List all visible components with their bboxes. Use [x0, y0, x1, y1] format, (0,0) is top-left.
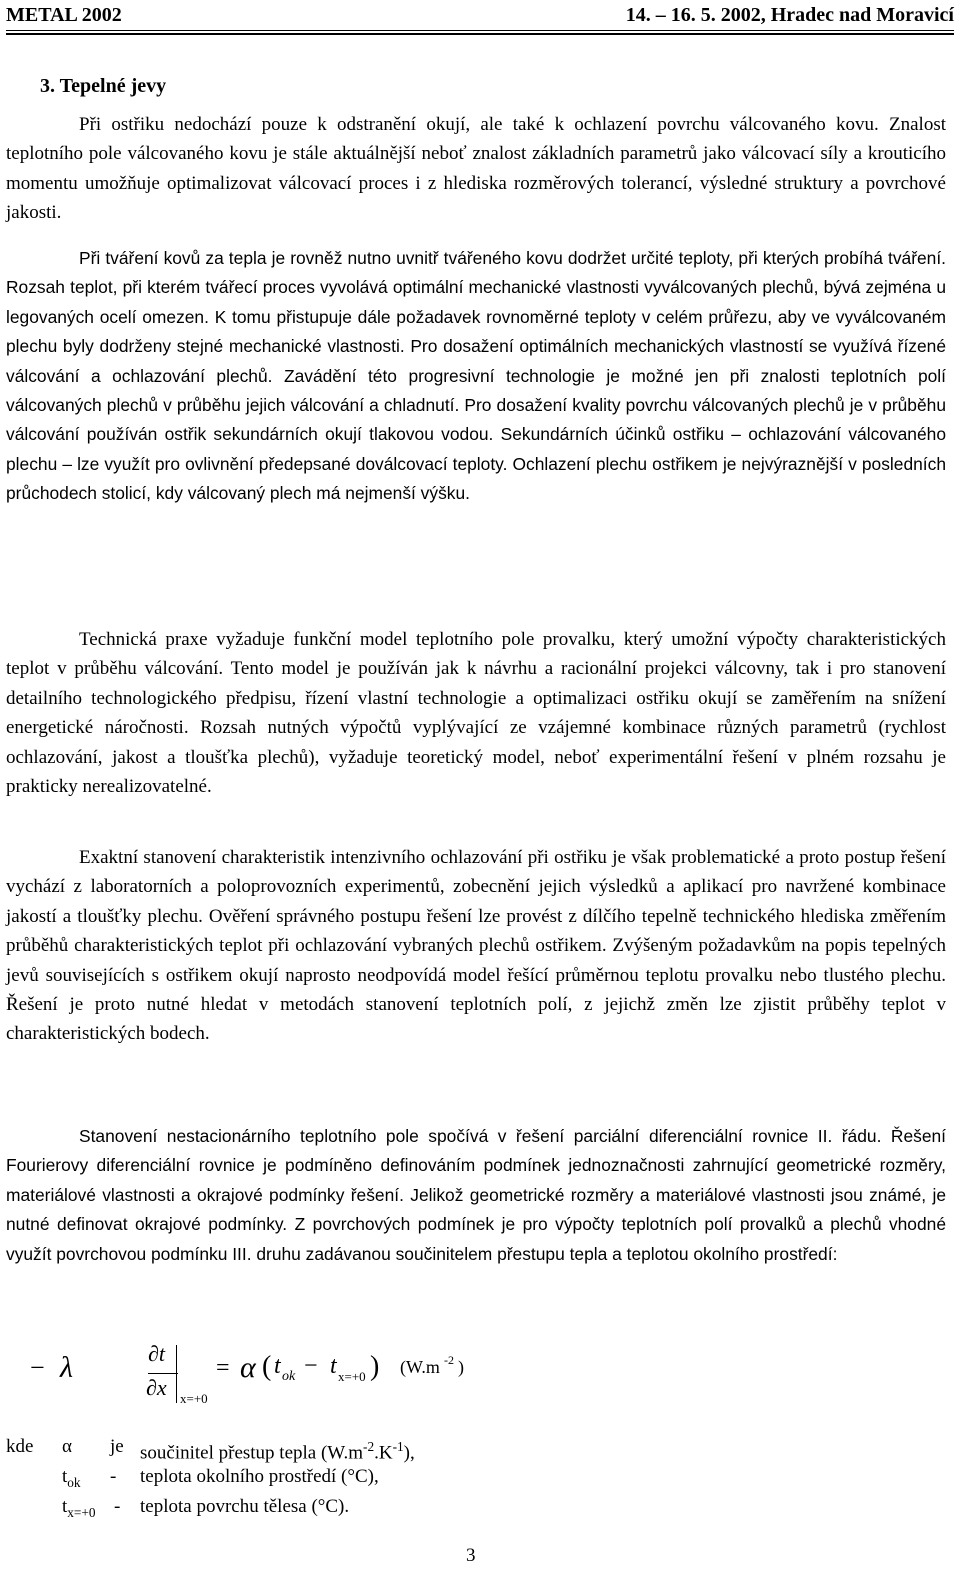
eq-unit-exp: -2: [444, 1353, 454, 1367]
paragraph-2: [6, 244, 946, 509]
def-sep: -: [114, 1496, 121, 1517]
running-header: [6, 2, 954, 28]
def-desc: teplota okolního prostředí (°C),: [140, 1466, 379, 1487]
paragraph-4: [6, 843, 946, 1049]
def-mid: .K: [374, 1442, 393, 1464]
eq-numerator: ∂t: [148, 1341, 165, 1366]
def-sup: -2: [363, 1439, 375, 1454]
eq-t-ok: t: [274, 1353, 281, 1379]
paragraph-5: [6, 1122, 946, 1269]
def-symbol-t: t: [62, 1496, 68, 1517]
def-desc: teplota povrchu tělesa (°C).: [140, 1496, 350, 1517]
def-sep: je: [110, 1436, 124, 1457]
eq-unit-close: ): [458, 1357, 464, 1377]
header-conference: METAL 2002: [6, 4, 122, 26]
eq-eval-point: x=+0: [180, 1391, 208, 1406]
eq-sub-surface: x=+0: [338, 1369, 366, 1384]
eq-lambda: λ: [60, 1351, 73, 1384]
def-sup-2: -1: [392, 1439, 404, 1454]
eq-sub-ok: ok: [282, 1369, 296, 1384]
header-date-place: 14. – 16. 5. 2002, Hradec nad Moravicí: [625, 4, 954, 26]
def-kde: kde: [6, 1436, 34, 1457]
boundary-condition-equation: [30, 1335, 530, 1415]
def-desc-text: součinitel přestup tepla (W.m: [140, 1442, 364, 1464]
def-symbol: [62, 1492, 96, 1528]
page-number: 3: [466, 1545, 476, 1566]
def-end: ),: [403, 1442, 415, 1464]
eq-fraction-bar: [148, 1373, 178, 1374]
eq-minus-2: −: [304, 1353, 318, 1379]
def-sub: ok: [67, 1474, 81, 1490]
eq-denominator: ∂x: [146, 1375, 167, 1400]
eq-alpha: α: [240, 1351, 256, 1384]
eq-minus: −: [30, 1353, 45, 1382]
paragraph-text: Při ostřiku nedochází pouze k odstranění okují, ale také k ochlazení povrchu válcovaného kovu. Znalost teplotního pole válcovaného kovu je stále aktuálnější neboť znalost základních parametrů jako válcovací síly a krouticího momentu umožňuje optimalizovat válcovací proces i z hlediska rozměrových tolerancí, výsledné struktury a povrchové jakosti.: [6, 114, 946, 224]
def-sub: x=+0: [67, 1504, 96, 1520]
section-heading: 3. Tepelné jevy: [40, 75, 167, 97]
paragraph-text: Exaktní stanovení charakteristik intenzivního ochlazování při ostřiku je však problematické a proto postup řešení vychází z laboratorních a poloprovozních experimentů, zobecnění jejich výsledků a aplikací pro navržené kombinace jakostí a tloušťky plechu. Ověření správného postupu řešení lze provést z dílčího tepelně technického hlediska změřením průběhů charakteristických teplot při ochlazování vybraných plechů ostřikem. Zvýšeným požadavkům na popis tepelných jevů souvisejících s ostřikem okují naprosto neodpovídá model řešící průměrnou teplotu provalku nebo tlustého plechu. Řešení je proto nutné hledat v metodách stanovení teplotních polí, z jejichž změn lze zjistit průběhy teplot v charakteristických bodech.: [6, 847, 946, 1045]
eq-unit: (W.m: [400, 1357, 440, 1377]
paragraph-text: Při tváření kovů za tepla je rovněž nutno uvnitř tvářeného kovu dodržet určité teploty, při kterých probíhá tváření. Rozsah teplot, při kterém tvářecí proces vyvolává optimální mechanické vlastnosti vyválcovaných plechů, bývá zejména u legovaných ocelí omezen. K tomu přistupuje dále požadavek rovnoměrné teploty v celém průřezu, aby ve vyválcovaném plechu byly dodrženy stejné mechanické vlastnosti. Pro dosažení optimálních mechanických vlastností se využívá řízené válcování a ochlazování plechů. Zavádění této progresivní technologie je možné jen při znalosti teplotních polí válcovaných plechů v průběhu jejich válcování a chladnutí. Pro dosažení kvality povrchu válcovaných plechů je v průběhu válcování používán ostřik sekundárních okují tlakovou vodou. Sekundárních účinků ostřiku – ochlazování válcovaného plechu – lze využít pro ovlivnění předepsané doválcovací teploty. Ochlazení plechu ostřikem je nejvýraznější v posledních průchodech stolicí, kdy válcovaný plech má nejmenší výšku.: [6, 248, 946, 504]
paragraph-text: Technická praxe vyžaduje funkční model teplotního pole provalku, který umožní výpočty charakteristických teplot v průběhu válcování. Tento model je používán jak k návrhu a racionální projekci válcovny, tak i pro stanovení detailního technologického předpisu, řízení vlastní technologie a optimalizaci ostřiku okují se zaměřením na snížení energetické náročnosti. Rozsah nutných výpočtů vyplývající ze vzájemné kombinace různých parametrů (rychlost ochlazování, jakost a tloušťka plechů), vyžaduje teoretický model, neboť experimentální řešení v plném rozsahu je prakticky nerealizovatelné.: [6, 629, 946, 798]
def-symbol: α: [62, 1436, 72, 1457]
paragraph-1: [6, 110, 946, 228]
eq-evaluation-bar: [176, 1345, 177, 1403]
eq-equals: =: [216, 1355, 230, 1381]
eq-open-paren: (: [262, 1351, 272, 1382]
header-rule-thick: [6, 33, 954, 35]
paragraph-3: [6, 625, 946, 801]
def-symbol-t: t: [62, 1466, 68, 1487]
paragraph-text: Stanovení nestacionárního teplotního pole spočívá v řešení parciální diferenciální rovnice II. řádu. Řešení Fourierovy diferenciální rovnice je podmíněno definováním podmínek jednoznačnosti zahrnující geometrické rozměry, materiálové vlastnosti a okrajové podmínky řešení. Jelikož geometrické rozměry a materiálové vlastnosti jsou známé, je nutné definovat okrajové podmínky. Z povrchových podmínek je pro výpočty teplotních polí provalků a plechů vhodné využít povrchovou podmínku III. druhu zadávanou součinitelem přestupu tepla a teplotou okolního prostředí:: [6, 1126, 946, 1264]
header-rule-thin: [6, 30, 954, 31]
eq-close-paren: ): [370, 1351, 380, 1382]
def-sep: -: [110, 1466, 117, 1487]
eq-t-surface: t: [330, 1353, 337, 1379]
